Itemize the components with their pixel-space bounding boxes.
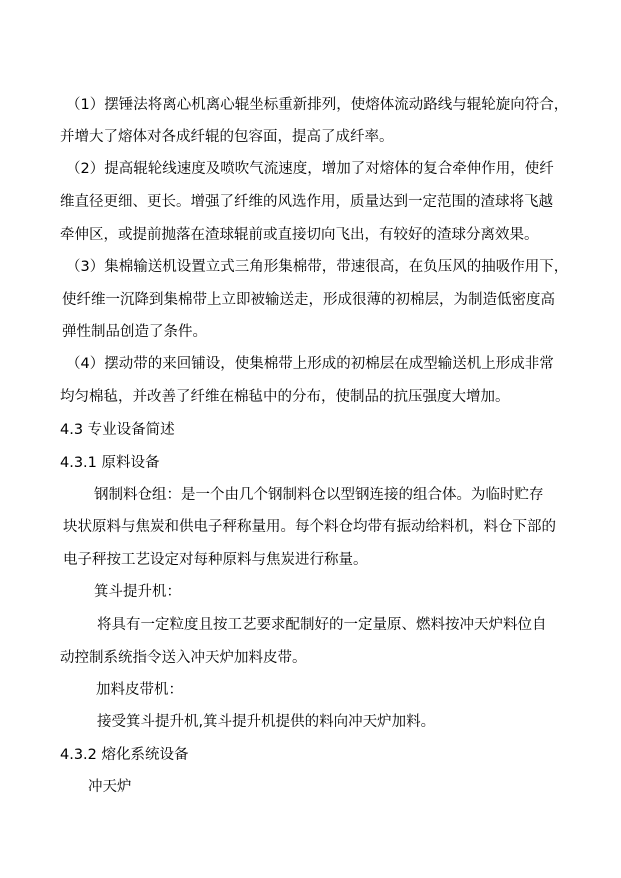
raw-material-line-2: 块状原料与焦炭和供电子秤称量用。每个料仓均带有振动给料机，料仓下部的 bbox=[63, 519, 556, 535]
paragraph-2-line-2: 维直径更细、更长。增强了纤维的风选作用，质量达到一定范围的渣球将飞越 bbox=[60, 194, 553, 210]
bucket-elevator-title: 箕斗提升机： bbox=[94, 584, 181, 600]
raw-material-line-3: 电子秤按工艺设定对每种原料与焦炭进行称量。 bbox=[63, 552, 368, 568]
raw-material-line-1: 钢制料仓组：是一个由几个钢制料仓以型钢连接的组合体。为临时贮存 bbox=[94, 487, 544, 503]
charging-belt-title: 加料皮带机： bbox=[96, 682, 183, 698]
paragraph-1-line-2: 并增大了熔体对各成纤辊的包容面，提高了成纤率。 bbox=[60, 129, 394, 145]
paragraph-3-line-3: 弹性制品创造了条件。 bbox=[62, 324, 207, 340]
bucket-elevator-line-2: 动控制系统指令送入冲天炉加料皮带。 bbox=[60, 650, 307, 666]
cupola-title: 冲天炉 bbox=[88, 779, 132, 795]
section-heading-4-3: 4.3 专业设备简述 bbox=[60, 422, 175, 438]
paragraph-2-line-3: 牵伸区，或提前抛落在渣球辊前或直接切向飞出，有较好的渣球分离效果。 bbox=[60, 227, 539, 243]
bucket-elevator-line-1: 将具有一定粒度且按工艺要求配制好的一定量原、燃料按冲天炉料位自 bbox=[97, 617, 547, 633]
charging-belt-line: 接受箕斗提升机,箕斗提升机提供的料向冲天炉加料。 bbox=[97, 714, 436, 730]
paragraph-2-line-1: （2）提高辊轮线速度及喷吹气流速度，增加了对熔体的复合牵伸作用，使纤 bbox=[66, 161, 554, 177]
paragraph-4-line-1: （4）摆动带的来回铺设，使集棉带上形成的初棉层在成型输送机上形成非常 bbox=[66, 356, 554, 372]
paragraph-1-line-1: （1）摆锤法将离心机离心辊坐标重新排列，使熔体流动路线与辊轮旋向符合， bbox=[66, 97, 569, 113]
paragraph-3-line-2: 使纤维一沉降到集棉带上立即被输送走，形成很薄的初棉层，为制造低密度高 bbox=[62, 292, 555, 308]
section-heading-4-3-1: 4.3.1 原料设备 bbox=[60, 455, 160, 471]
paragraph-4-line-2: 均匀棉毡，并改善了纤维在棉毡中的分布，使制品的抗压强度大增加。 bbox=[60, 389, 510, 405]
paragraph-3-line-1: （3）集棉输送机设置立式三角形集棉带，带速很高，在负压风的抽吸作用下， bbox=[66, 259, 569, 275]
section-heading-4-3-2: 4.3.2 熔化系统设备 bbox=[60, 747, 189, 763]
